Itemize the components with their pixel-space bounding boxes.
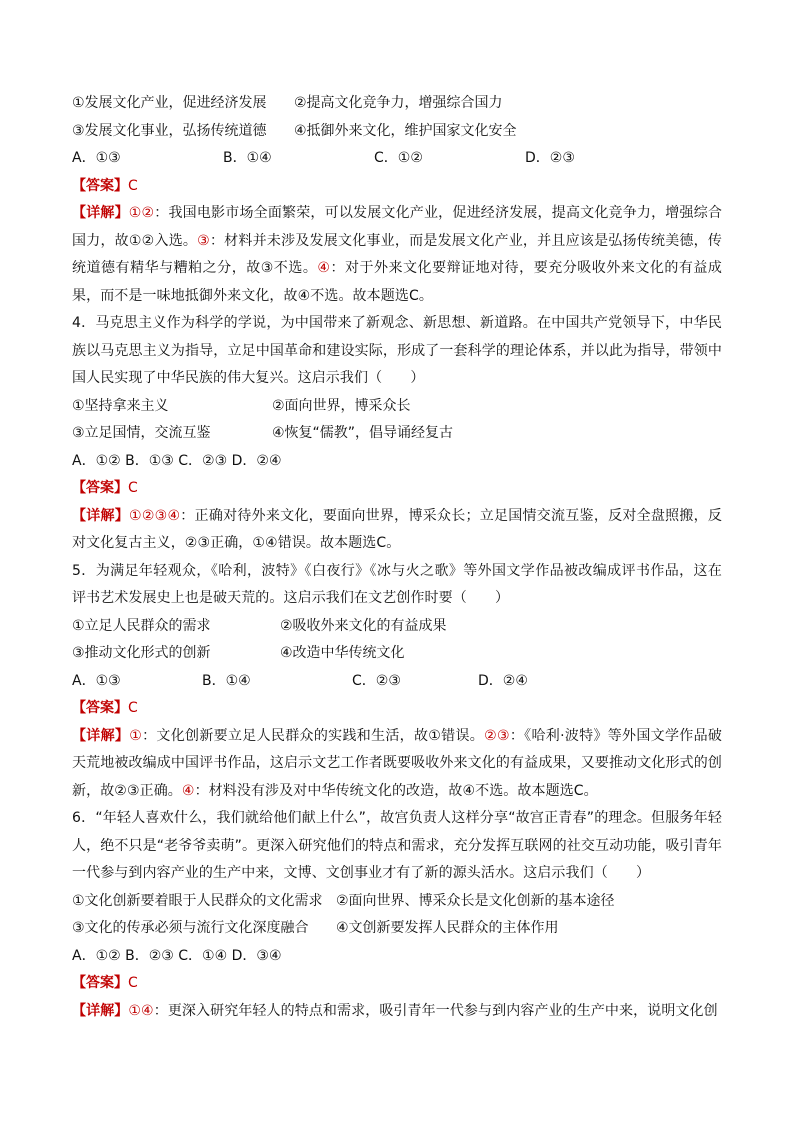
q3-detail-part: ：对于外来文化要辩证地对待，要充分吸收外来文化的有益成果，而不是一味地抵御外来文化，故④不选。故本题选C。	[72, 260, 723, 304]
q3-choices	[72, 145, 722, 173]
q6-detail-part: ：更深入研究年轻人的特点和需求，吸引青年一代参与到内容产业的生产中来，说明文化创	[153, 1002, 718, 1019]
question-4	[72, 310, 722, 558]
q3-answer-tag: 【答案】	[72, 177, 128, 194]
q5-detail-part: ②③	[484, 727, 510, 744]
q4-answer-value: C	[128, 480, 138, 496]
q4-choices: A．①② B．①③ C．②③ D．②④	[72, 452, 282, 469]
question-6	[72, 805, 722, 1025]
q3-option-2: ②提高文化竞争力，增强综合国力	[294, 95, 503, 111]
q3-choice-d: D．②③	[525, 150, 575, 166]
q6-detail-part: ①④	[128, 1002, 154, 1019]
q5-option-1: ①立足人民群众的需求	[72, 617, 211, 634]
q5-stem: 5．为满足年轻观众，《哈利，波特》《白夜行》《冰与火之歌》等外国文学作品被改编成评书作品，这在评书艺术发展史上也是破天荒的。这启示我们在文艺创作时要（ ）	[72, 562, 722, 606]
q5-detail-part: ①	[129, 727, 143, 744]
q4-detail-tag: 【详解】	[72, 507, 130, 524]
q3-detail-tag: 【详解】	[72, 205, 129, 221]
q3-option-4: ④抵御外来文化，维护国家文化安全	[294, 122, 517, 139]
q5-answer	[72, 695, 722, 723]
q4-option-4: ④恢复“儒教”，倡导诵经复古	[272, 425, 454, 441]
q6-answer	[72, 970, 722, 998]
q5-detail-part: ④	[181, 782, 195, 799]
q5-choice-d: D．②④	[478, 672, 528, 689]
q6-options-row-1	[72, 888, 722, 916]
q6-option-3: ③文化的传承必须与流行文化深度融合	[72, 920, 309, 936]
q6-stem: 6．“年轻人喜欢什么，我们就给他们献上什么”，故宫负责人这样分享“故宫正青春”的理念。但服务年轻人，绝不只是“老爷爷卖萌”。更深入研究他们的特点和需求，充分发挥互联网的社交互动功能，吸引青年一代参与到内容产业的生产中来，文博、文创事业才有了新的源头活水。这启示我们（ ）	[72, 810, 722, 881]
document-page	[72, 90, 722, 1025]
q6-option-2: ②面向世界、博采众长是文化创新的基本途径	[336, 892, 615, 909]
q4-answer	[72, 475, 722, 503]
q5-choice-c: C．②③	[352, 672, 401, 689]
q3-option-1: ①发展文化产业，促进经济发展	[72, 95, 267, 111]
q3-detail-part: ③	[197, 232, 210, 249]
q6-options-row-2	[72, 915, 722, 943]
q5-options-row-2	[72, 640, 722, 668]
q3-answer-value: C	[128, 177, 138, 194]
q3-option-3: ③发展文化事业，弘扬传统道德	[72, 122, 267, 139]
q5-answer-tag: 【答案】	[72, 700, 128, 716]
q4-options-row-2	[72, 420, 722, 448]
q3-choice-c: C．①②	[374, 150, 423, 166]
q4-detail	[72, 503, 722, 558]
q6-detail	[72, 998, 722, 1026]
q5-choices	[72, 668, 722, 696]
q5-detail	[72, 723, 722, 806]
q6-detail-tag: 【详解】	[72, 1002, 129, 1019]
q4-option-3: ③立足国情，交流互鉴	[72, 425, 211, 441]
q4-stem: 4．马克思主义作为科学的学说，为中国带来了新观念、新思想、新道路。在中国共产党领导下，中华民族以马克思主义为指导，立足中国革命和建设实际，形成了一套科学的理论体系，并以此为指导，带领中国人民实现了中华民族的伟大复兴。这启示我们（ ）	[72, 315, 722, 386]
q4-answer-tag: 【答案】	[72, 480, 128, 496]
q5-option-4: ④改造中华传统文化	[280, 645, 405, 661]
q6-option-4: ④文创新要发挥人民群众的主体作用	[336, 920, 559, 936]
q4-option-2: ②面向世界，博采众长	[272, 397, 411, 414]
q3-detail-part: ①②	[128, 205, 155, 221]
q5-detail-tag: 【详解】	[72, 727, 130, 744]
q5-choice-a: A．①③	[72, 672, 121, 689]
q5-answer-value: C	[128, 700, 138, 716]
q4-option-1: ①坚持拿来主义	[72, 397, 169, 414]
q3-detail-part: ④	[317, 260, 331, 276]
q5-choice-b: B．①④	[202, 672, 251, 689]
q3-choice-a: A．①③	[72, 150, 121, 166]
q6-option-1: ①文化创新要着眼于人民群众的文化需求	[72, 892, 323, 909]
q5-detail-part: ：材料没有涉及对中华传统文化的改造，故④不选。故本题选C。	[194, 782, 598, 799]
q4-detail-part: ：正确对待外来文化，要面向世界，博采众长；立足国情交流互鉴，反对全盘照搬，反对文化复古主义，②③正确，①④错误。故本题选C。	[72, 507, 722, 551]
q6-answer-value: C	[128, 975, 138, 991]
q4-options-row-1	[72, 393, 722, 421]
q5-detail-part: ：《哈利·波特》等外国文学作品破天荒地被改编成中国评书作品，这启示文艺工作者既要吸收外来文化的有益成果，又要推动文化形式的创新，故②③正确。	[72, 727, 723, 799]
q3-detail	[72, 200, 722, 310]
q6-choices: A．①② B．②③ C．①④ D．③④	[72, 947, 282, 964]
q6-answer-tag: 【答案】	[72, 975, 128, 991]
q5-option-3: ③推动文化形式的创新	[72, 645, 211, 661]
q4-detail-part: ①②③④	[129, 507, 181, 524]
q3-options-row-2	[72, 118, 722, 146]
q5-option-2: ②吸收外来文化的有益成果	[280, 617, 447, 634]
q3-options-row-1	[72, 90, 722, 118]
q3-choice-b: B．①④	[223, 150, 272, 166]
question-3	[72, 90, 722, 310]
q3-detail-part: ：材料并未涉及发展文化事业，而是发展文化产业，并且应该是弘扬传统美德，传统道德有精华与糟粕之分，故③不选。	[72, 232, 722, 276]
question-5	[72, 558, 722, 806]
q3-detail-part: ：我国电影市场全面繁荣，可以发展文化产业，促进经济发展，提高文化竞争力，增强综合国力，故①②入选。	[72, 205, 722, 249]
q5-detail-part: ：文化创新要立足人民群众的实践和生活，故①错误。	[142, 727, 485, 744]
q5-options-row-1	[72, 613, 722, 641]
q3-answer	[72, 173, 722, 201]
